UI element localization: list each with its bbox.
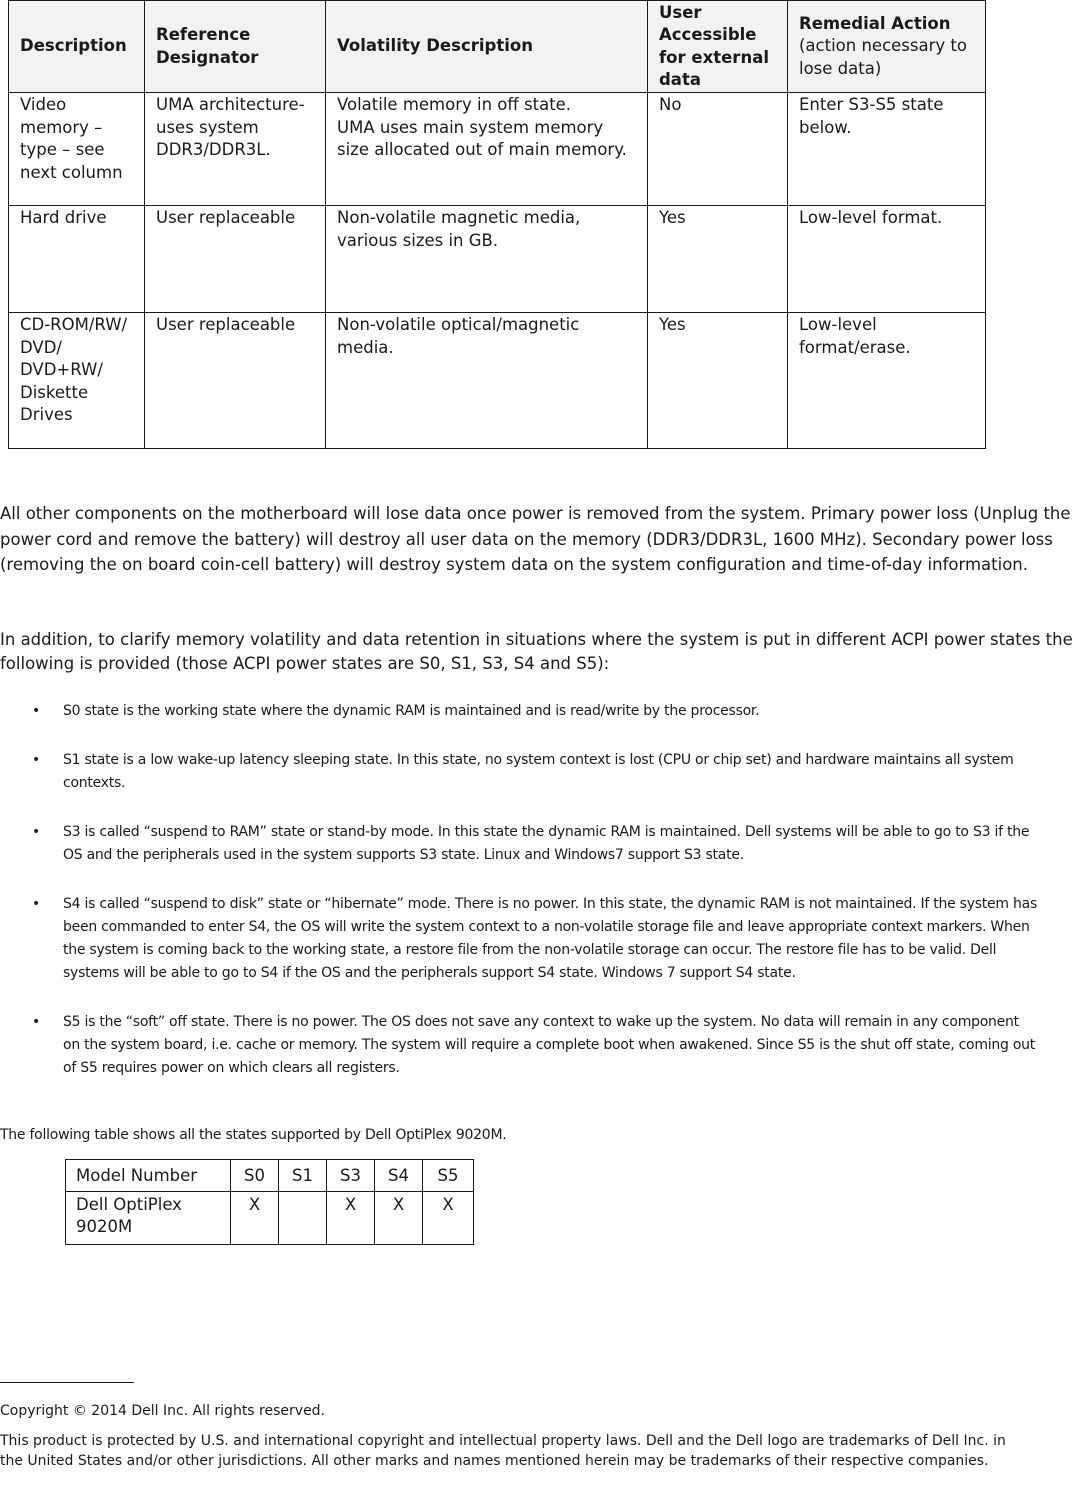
- header-volatility-description: Volatility Description: [326, 1, 648, 93]
- list-item: [0, 821, 1088, 867]
- cell-reference: User replaceable: [145, 206, 326, 313]
- bullet-icon: •: [32, 1014, 41, 1030]
- cell-remedial: Low-level format.: [788, 206, 986, 313]
- volatility-line: Non-volatile magnetic media, various sizes in GB.: [337, 208, 581, 250]
- header-s0: S0: [231, 1160, 279, 1192]
- cell-accessible: Yes: [648, 206, 788, 313]
- cell-s4: X: [375, 1192, 423, 1245]
- power-loss-paragraph: All other components on the motherboard will lose data once power is removed from the system. Primary power loss (Unplug the power cord and remove the battery) will destroy all user data on the memory (DDR3/DDR3L, 1600 MHz). Secondary power loss (removing the on board coin-cell battery) will destroy system data on the system configuration and time-of-day information.: [0, 504, 1071, 574]
- header-s1: S1: [279, 1160, 327, 1192]
- copyright-text: Copyright © 2014 Dell Inc. All rights reserved.: [0, 1403, 326, 1419]
- volatility-line: Non-volatile optical/magnetic media.: [337, 315, 580, 357]
- bullet-icon: •: [32, 703, 41, 719]
- cell-reference: User replaceable: [145, 313, 326, 449]
- list-item: [0, 1011, 1088, 1080]
- list-item-text: S1 state is a low wake-up latency sleeping state. In this state, no system context is lost (CPU or chip set) and hardware maintains all system contexts.: [63, 752, 1014, 791]
- list-item: [0, 700, 1088, 723]
- list-item-text: S0 state is the working state where the dynamic RAM is maintained and is read/write by the processor.: [63, 703, 760, 719]
- states-table-header: [66, 1160, 474, 1192]
- header-reference-designator: Reference Designator: [145, 1, 326, 93]
- cell-volatility: [326, 206, 648, 313]
- header-s4: S4: [375, 1160, 423, 1192]
- footer-divider: [0, 1382, 134, 1383]
- cell-volatility: [326, 313, 648, 449]
- cell-model: Dell OptiPlex 9020M: [66, 1192, 231, 1245]
- table-row: [9, 93, 986, 206]
- cell-remedial: Low-level format/erase.: [788, 313, 986, 449]
- header-s3: S3: [327, 1160, 375, 1192]
- bullet-icon: •: [32, 824, 41, 840]
- cell-s0: X: [231, 1192, 279, 1245]
- legal-text: This product is protected by U.S. and international copyright and intellectual property laws. Dell and the Dell logo are trademarks of Dell Inc. in the United States and/or other jurisdictions. All other marks and names mentioned herein may be trademarks of their respective companies.: [0, 1433, 1006, 1469]
- header-s5: S5: [423, 1160, 474, 1192]
- table-row: [9, 313, 986, 449]
- header-remedial-action: [788, 1, 986, 93]
- list-item: [0, 749, 1088, 795]
- cell-remedial: Enter S3-S5 state below.: [788, 93, 986, 206]
- table-row: [66, 1192, 474, 1245]
- cell-description: CD-ROM/RW/ DVD/ DVD+RW/ Diskette Drives: [9, 313, 145, 449]
- cell-s5: X: [423, 1192, 474, 1245]
- cell-s1: [279, 1192, 327, 1245]
- bullet-icon: •: [32, 896, 41, 912]
- volatility-line: Volatile memory in off state.: [337, 95, 572, 114]
- remedial-title: Remedial Action: [799, 13, 951, 33]
- cell-description: Video memory – type – see next column: [9, 93, 145, 206]
- acpi-intro-paragraph: In addition, to clarify memory volatility and data retention in situations where the system is put in different ACPI power states the following is provided (those ACPI power states are S0, S1, S3, S4 and S5):: [0, 630, 1073, 673]
- list-item-text: S4 is called “suspend to disk” state or “hibernate” mode. There is no power. In this state, the dynamic RAM is not maintained. If the system has been commanded to enter S4, the OS will write the system context to a non-volatile storage file and leave appropriate context markers. When the system is coming back to the working state, a restore file from the non-volatile storage can occur. The restore file has to be valid. Dell systems will be able to go to S4 if the OS and the peripherals support S4 state. Windows 7 support S4 state.: [63, 896, 1037, 981]
- header-model-number: Model Number: [66, 1160, 231, 1192]
- volatility-line: UMA uses main system memory size allocated out of main memory.: [337, 117, 627, 159]
- remedial-subtitle: (action necessary to lose data): [799, 36, 967, 78]
- table-row: [9, 206, 986, 313]
- list-item-text: S3 is called “suspend to RAM” state or stand-by mode. In this state the dynamic RAM is maintained. Dell systems will be able to go to S3 if the OS and the peripherals used in the system supports S3 state. Linux and Windows7 support S3 state.: [63, 824, 1030, 863]
- volatility-table-header: [9, 1, 986, 93]
- list-item-text: S5 is the “soft” off state. There is no power. The OS does not save any context to wake up the system. No data will remain in any component on the system board, i.e. cache or memory. The system will require a complete boot when awakened. Since S5 is the shut off state, coming out of S5 requires power on which clears all registers.: [63, 1014, 1036, 1076]
- cell-description: Hard drive: [9, 206, 145, 313]
- volatility-table: [8, 0, 986, 449]
- cell-accessible: Yes: [648, 313, 788, 449]
- header-description: Description: [9, 1, 145, 93]
- cell-volatility: [326, 93, 648, 206]
- supported-states-table: [65, 1159, 474, 1245]
- list-item: [0, 893, 1088, 985]
- states-intro-text: The following table shows all the states supported by Dell OptiPlex 9020M.: [0, 1127, 507, 1143]
- cell-reference: UMA architecture- uses system DDR3/DDR3L.: [145, 93, 326, 206]
- header-user-accessible: User Accessible for external data: [648, 1, 788, 93]
- acpi-state-list: [0, 700, 1088, 1080]
- bullet-icon: •: [32, 752, 41, 768]
- cell-accessible: No: [648, 93, 788, 206]
- cell-s3: X: [327, 1192, 375, 1245]
